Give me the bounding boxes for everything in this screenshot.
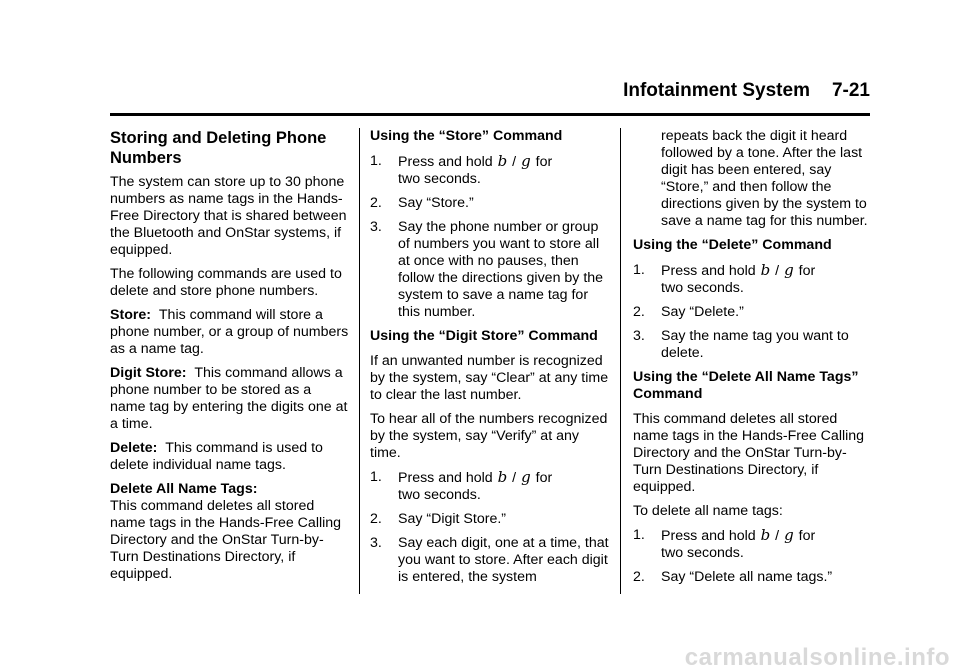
delete-all-command-heading: Using the “Delete All Name Tags” Command (633, 369, 859, 402)
step-number: 3. (633, 328, 645, 344)
delete-all-intro: To delete all name tags: (633, 503, 783, 519)
icon-separator: / (512, 154, 517, 170)
delete-step-3 (633, 328, 873, 362)
delete-all-step-1 (633, 527, 873, 562)
delete-all-label: Delete All Name Tags: (110, 481, 258, 497)
push-to-talk-icon: b (760, 526, 771, 544)
digit-store-text: This command allows a phone number to be stored as a name tag by entering the digits one at a time. (110, 365, 348, 432)
delete-definition (110, 440, 350, 474)
store-label: Store: (110, 307, 151, 323)
push-to-talk-icon: b (760, 261, 771, 279)
step-text: Press and hold (661, 263, 756, 279)
digit-step-3-continued: repeats back the digit it heard followed by a tone. After the last digit has been entered, say “Store,” and then follow the directions given by the system to save a name tag for this number. (661, 128, 868, 229)
step-number: 2. (633, 569, 645, 585)
push-to-talk-icon: b (497, 468, 508, 486)
step-text: Say “Store.” (398, 195, 474, 211)
step-text: for (535, 154, 553, 170)
push-to-talk-icon: b (497, 152, 508, 170)
section-title: Infotainment System (623, 80, 810, 101)
commands-paragraph: The following commands are used to delete and store phone numbers. (110, 266, 342, 299)
store-command-heading: Using the “Store” Command (370, 128, 563, 144)
digit-step-2 (370, 511, 610, 528)
intro-paragraph: The system can store up to 30 phone numbers as name tags in the Hands-Free Directory that is shared between the Bluetooth and OnStar systems, if equipped. (110, 174, 347, 258)
delete-text: This command is used to delete individual name tags. (110, 440, 323, 473)
digit-step-1 (370, 469, 610, 504)
step-text: Say the phone number or group of numbers you want to store all at once with no pauses, then follow the directions given by the system to save a name tag for this number. (398, 219, 604, 320)
digit-store-label: Digit Store: (110, 365, 187, 381)
digit-store-command-heading: Using the “Digit Store” Command (370, 328, 598, 344)
digit-step-3 (370, 535, 610, 586)
step-text: for (535, 470, 553, 486)
clear-paragraph: If an unwanted number is recognized by the system, say “Clear” at any time to clear the last number. (370, 353, 609, 403)
delete-label: Delete: (110, 440, 158, 456)
delete-step-2 (633, 304, 873, 321)
delete-all-definition (110, 481, 350, 583)
column-2 (370, 128, 610, 593)
verify-paragraph: To hear all of the numbers recognized by the system, say “Verify” at any time. (370, 411, 608, 461)
watermark: carmanualsonline.info (684, 644, 950, 671)
column-1 (110, 128, 350, 590)
step-text: two seconds. (661, 280, 744, 296)
delete-all-text: This command deletes all stored name tags in the Hands-Free Calling Directory and the OnStar Turn-by-Turn Destinations Directory, if equipped. (110, 498, 342, 582)
step-text: for (798, 528, 816, 544)
delete-all-step-2 (633, 569, 873, 586)
icon-separator: / (775, 528, 780, 544)
store-definition (110, 307, 350, 358)
page-header (600, 80, 870, 102)
voice-icon: g (784, 526, 794, 544)
step-number: 1. (370, 153, 382, 169)
step-text: two seconds. (398, 171, 481, 187)
step-number: 2. (370, 511, 382, 527)
store-step-3 (370, 219, 610, 321)
step-text: Press and hold (398, 470, 493, 486)
step-number: 1. (633, 262, 645, 278)
step-number: 1. (633, 527, 645, 543)
voice-icon: g (784, 261, 794, 279)
step-text: Say “Digit Store.” (398, 511, 507, 527)
store-step-1 (370, 153, 610, 188)
step-text: Press and hold (661, 528, 756, 544)
store-step-2 (370, 195, 610, 212)
voice-icon: g (521, 152, 531, 170)
column-divider-2 (620, 128, 621, 594)
step-text: Say “Delete.” (661, 304, 744, 320)
voice-icon: g (521, 468, 531, 486)
step-number: 1. (370, 469, 382, 485)
step-text: for (798, 263, 816, 279)
delete-step-1 (633, 262, 873, 297)
step-number: 3. (370, 219, 382, 235)
delete-all-paragraph: This command deletes all stored name tags in the Hands-Free Calling Directory and the OnStar Turn-by-Turn Destinations Directory, if equipped. (633, 411, 865, 495)
store-text: This command will store a phone number, or a group of numbers as a name tag. (110, 307, 349, 357)
step-text: two seconds. (661, 545, 744, 561)
icon-separator: / (775, 263, 780, 279)
delete-command-heading: Using the “Delete” Command (633, 237, 832, 253)
step-text: two seconds. (398, 487, 481, 503)
column-3 (633, 128, 873, 593)
column-divider-1 (359, 128, 360, 594)
step-text: Say the name tag you want to delete. (661, 328, 849, 361)
step-text: Say “Delete all name tags.” (661, 569, 833, 585)
icon-separator: / (512, 470, 517, 486)
step-text: Press and hold (398, 154, 493, 170)
page-number: 7-21 (831, 80, 870, 101)
step-text: Say each digit, one at a time, that you want to store. After each digit is entered, the system (398, 535, 609, 585)
section-heading: Storing and Deleting Phone Numbers (110, 129, 327, 167)
step-number: 3. (370, 535, 382, 551)
step-number: 2. (370, 195, 382, 211)
step-number: 2. (633, 304, 645, 320)
header-rule (110, 113, 870, 116)
digit-store-definition (110, 365, 350, 433)
